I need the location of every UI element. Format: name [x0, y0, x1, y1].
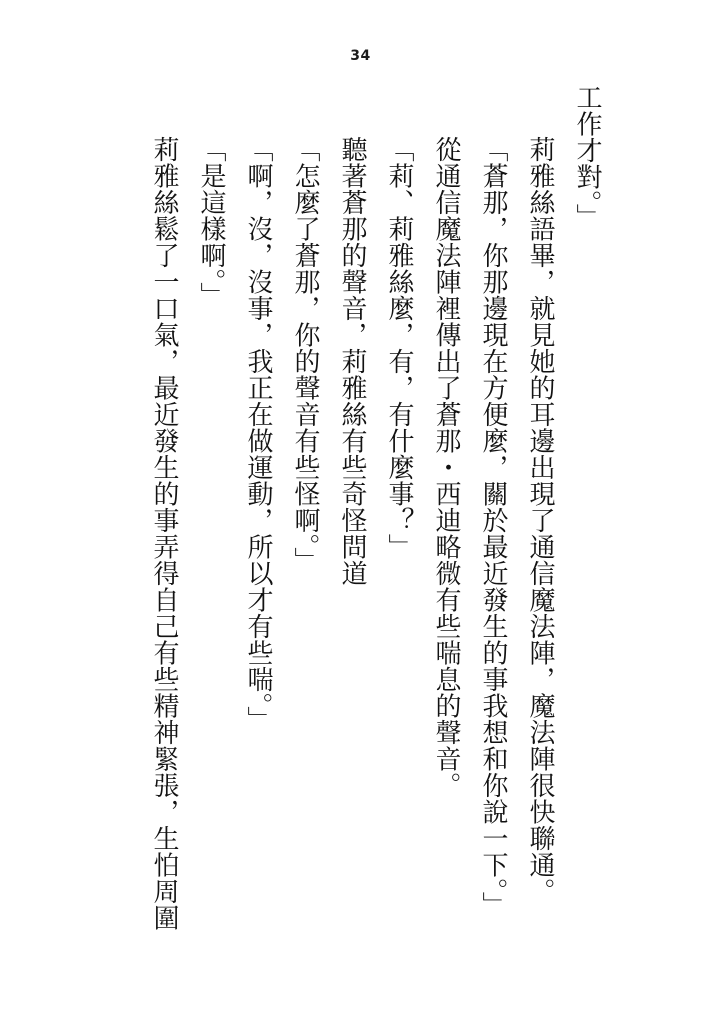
paragraph: 聽著蒼那的聲音，莉雅絲有些奇怪問道 — [338, 136, 367, 587]
paragraph: 莉雅絲語畢，就見她的耳邊出現了通信魔法陣，魔法陣很快聯通。 — [526, 136, 555, 905]
text-body — [141, 84, 611, 944]
paragraph: 「蒼那，你那邊現在方便麼，關於最近發生的事我想和你說一下。」 — [479, 136, 508, 918]
paragraph: 「是這樣啊。」 — [197, 136, 226, 309]
paragraph: 「莉、莉雅絲麼，有，有什麼事？」 — [385, 136, 414, 560]
page-number: 34 — [350, 48, 371, 64]
paragraph: 「啊，沒，沒事，我正在做運動，所以才有些喘。」 — [244, 136, 273, 733]
paragraph: 莉雅絲鬆了一口氣，最近發生的事弄得自己有些精神緊張，生怕周圍 — [150, 136, 179, 931]
paragraph: 「怎麼了蒼那，你的聲音有些怪啊。」 — [291, 136, 320, 574]
paragraph: 從通信魔法陣裡傳出了蒼那・西迪略微有些喘息的聲音。 — [432, 136, 461, 799]
paragraph: 工作才對。」 — [573, 84, 602, 230]
